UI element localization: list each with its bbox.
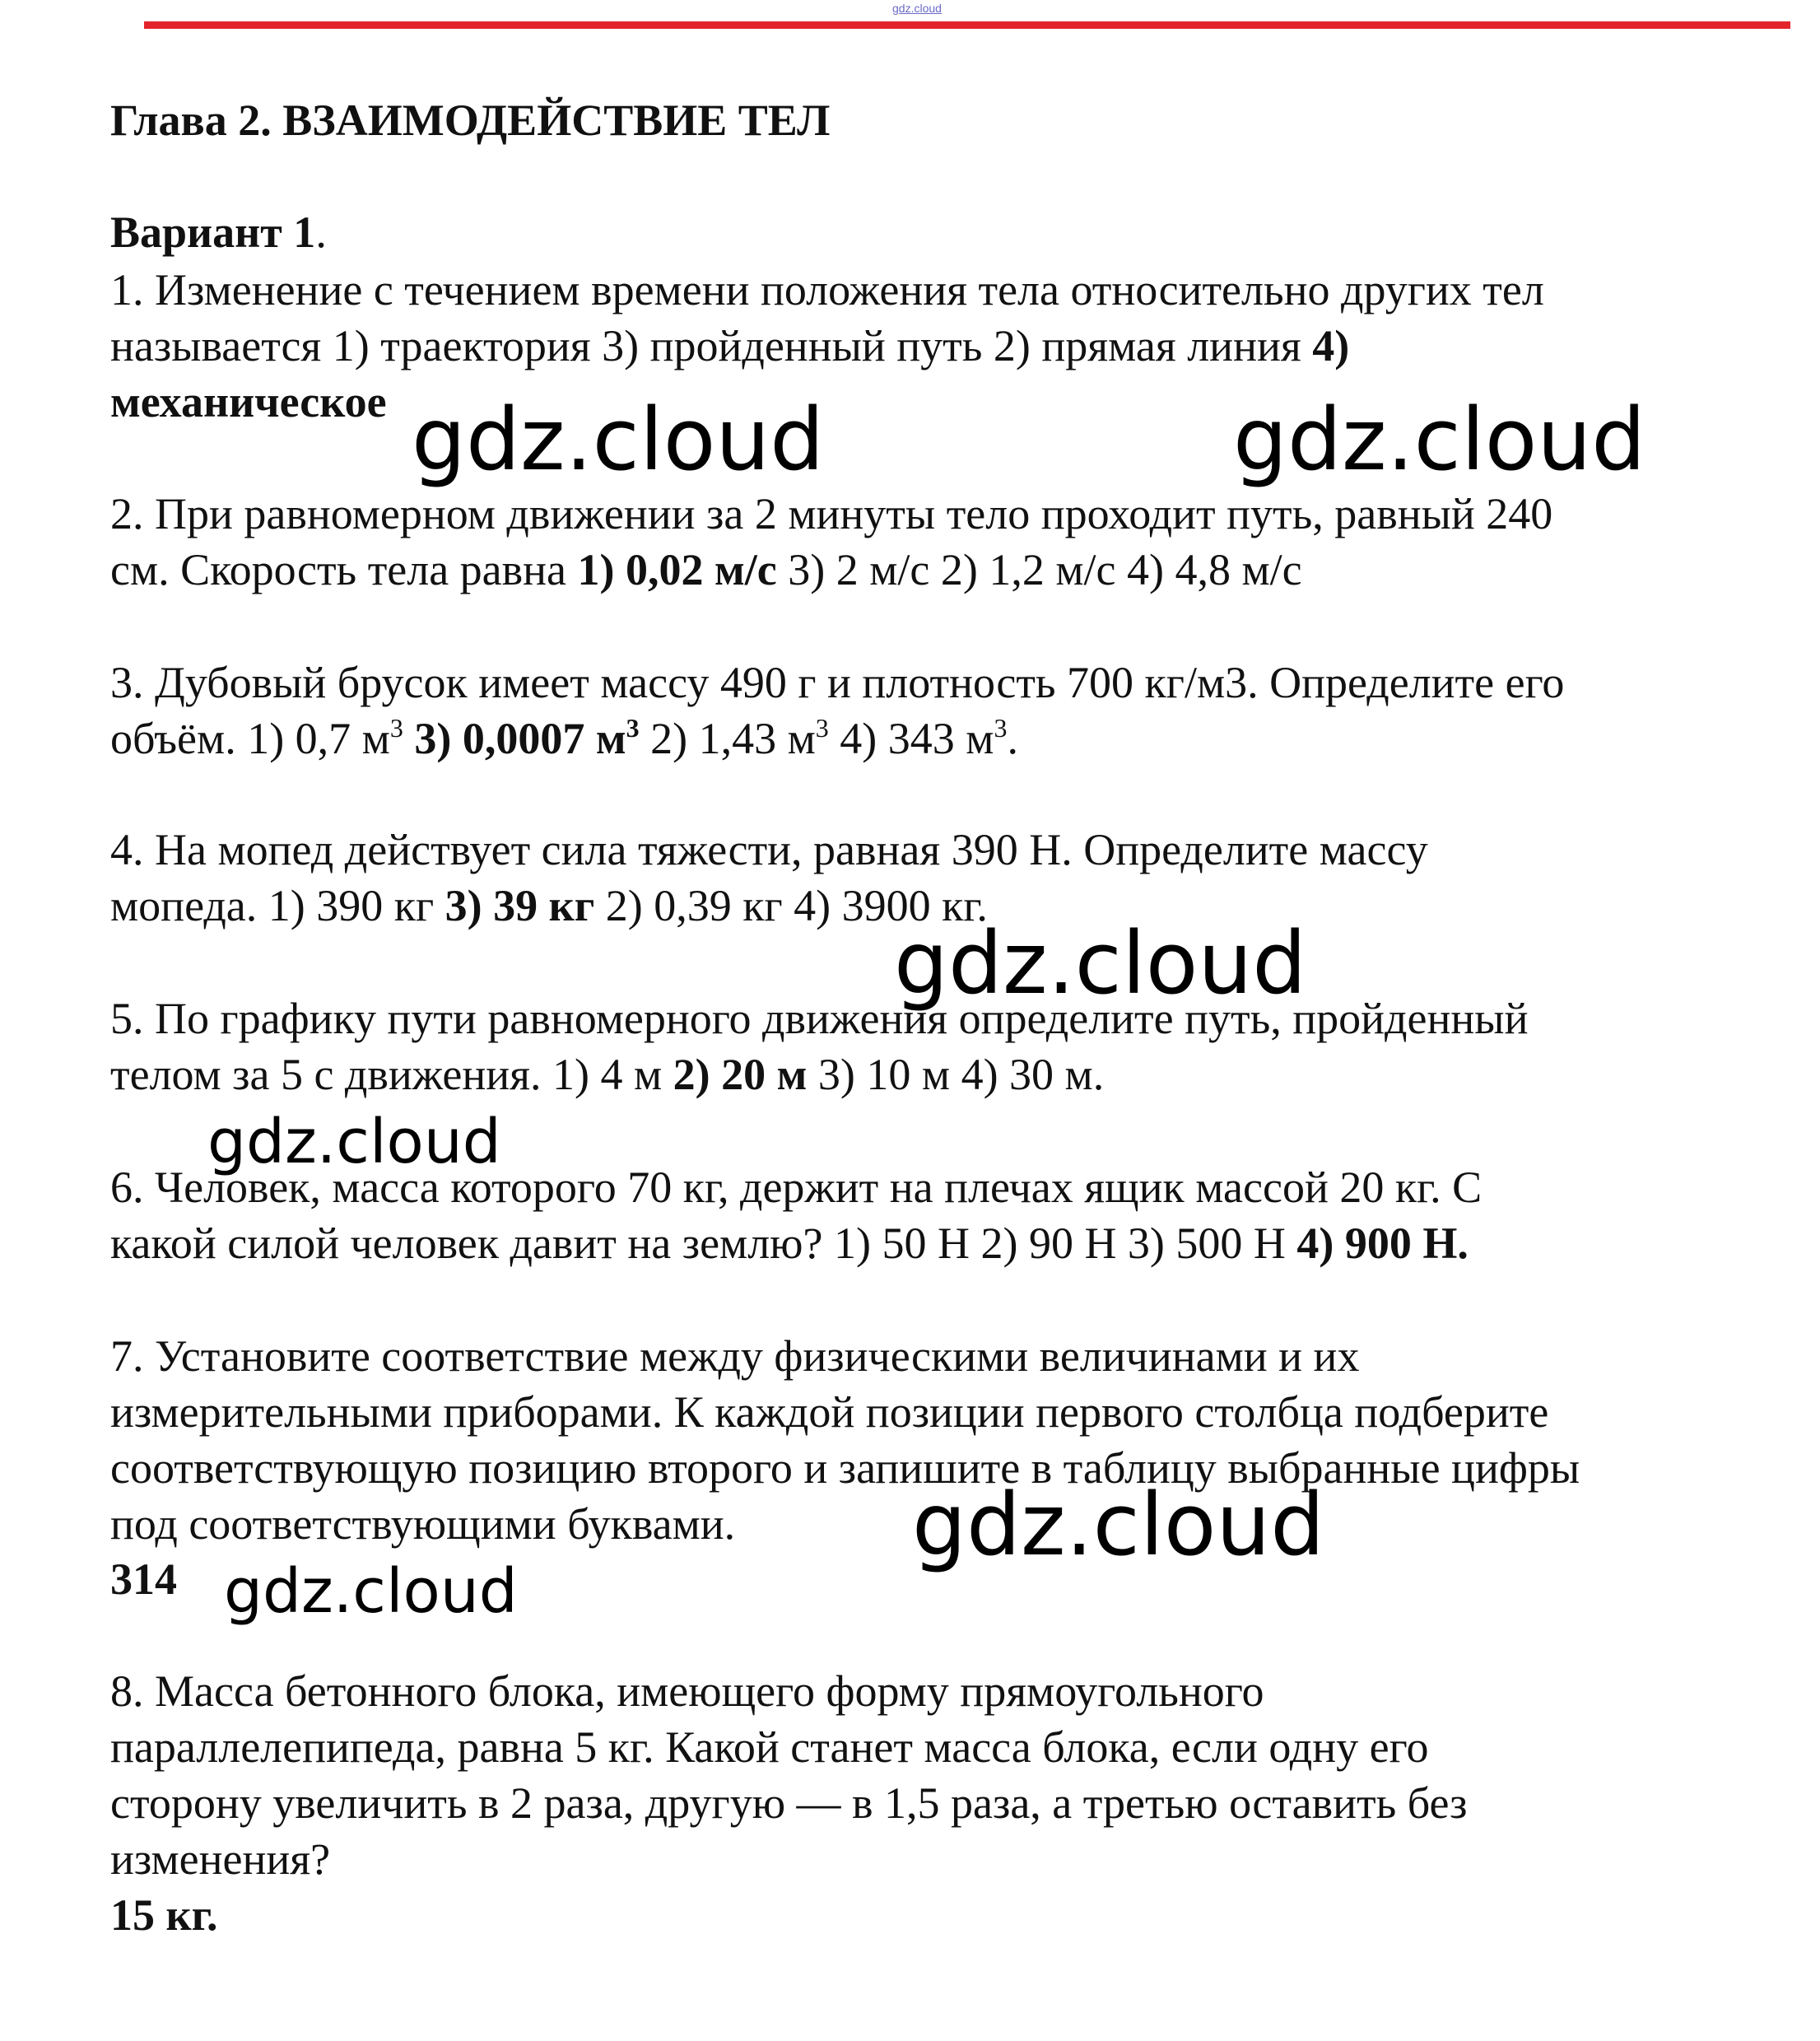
q5-answer: 2) 20 м	[673, 1050, 808, 1099]
q1-line2	[110, 318, 1748, 374]
variant-label: Вариант 1	[110, 207, 316, 257]
q1-line2-text: называется 1) траектория 3) пройденный путь 2) прямая линия	[110, 321, 1313, 370]
q8-line2: параллелепипеда, равна 5 кг. Какой станет масса блока, если одну его	[110, 1722, 1429, 1772]
q2-line1: 2. При равномерном движении за 2 минуты тело проходит путь, равный 240	[110, 489, 1553, 538]
watermark-5: gdz.cloud	[912, 1475, 1325, 1575]
watermark-4: gdz.cloud	[207, 1107, 501, 1177]
q8-line1: 8. Масса бетонного блока, имеющего форму прямоугольного	[110, 1666, 1264, 1716]
q2-answer: 1) 0,02 м/с	[577, 545, 777, 594]
q3-answer-text: 3) 0,0007 м	[414, 714, 626, 763]
q6-line2-pre: какой силой человек давит на землю? 1) 50 Н 2) 90 Н 3) 500 Н	[110, 1219, 1297, 1268]
q8-line3: сторону увеличить в 2 раза, другую — в 1,5 раза, а третью оставить без	[110, 1778, 1468, 1828]
q6-line1: 6. Человек, масса которого 70 кг, держит на плечах ящик массой 20 кг. С	[110, 1163, 1483, 1212]
chapter-title: Глава 2. ВЗАИМОДЕЙСТВИЕ ТЕЛ	[110, 96, 831, 145]
q7-line4: под соответствующими буквами.	[110, 1499, 736, 1549]
variant-heading	[110, 204, 327, 260]
q6-line2	[110, 1215, 1748, 1271]
q5-line2-pre: телом за 5 с движения. 1) 4 м	[110, 1050, 673, 1099]
question-2	[110, 486, 1748, 598]
q3-option-1: объём. 1) 0,7 м	[110, 714, 390, 763]
q8-answer: 15 кг.	[110, 1890, 218, 1940]
variant-suffix: .	[315, 207, 327, 257]
top-site-mark[interactable]: gdz.cloud	[892, 2, 942, 15]
q7-line2: измерительными приборами. К каждой позиции первого столбца подберите	[110, 1387, 1549, 1437]
q4-line2-pre: мопеда. 1) 390 кг	[110, 881, 445, 930]
q1-answer-part2: механическое	[110, 377, 387, 426]
q4-line1: 4. На мопед действует сила тяжести, равная 390 Н. Определите массу	[110, 825, 1428, 874]
q3-exp-1: 3	[389, 713, 403, 743]
top-red-bar	[144, 21, 1790, 29]
q5-line2	[110, 1046, 1748, 1102]
question-3	[110, 655, 1748, 767]
q4-line2-post: 2) 0,39 кг 4) 3900 кг.	[594, 881, 988, 930]
question-8	[110, 1663, 1748, 1887]
q7-line1: 7. Установите соответствие между физическими величинами и их	[110, 1331, 1360, 1381]
q5-line1: 5. По графику пути равномерного движения определите путь, пройденный	[110, 994, 1529, 1043]
q2-line2-pre: см. Скорость тела равна	[110, 545, 578, 594]
q7-answer: 314	[110, 1554, 177, 1604]
q4-answer: 3) 39 кг	[445, 881, 595, 930]
q3-option-2: 2) 1,43 м	[639, 714, 816, 763]
q2-line2	[110, 542, 1748, 598]
q1-line1: 1. Изменение с течением времени положения тела относительно других тел	[110, 265, 1544, 315]
q5-line2-post: 3) 10 м 4) 30 м.	[807, 1050, 1105, 1099]
q3-option-4: 4) 343 м	[828, 714, 994, 763]
q6-answer: 4) 900 Н.	[1296, 1219, 1469, 1268]
watermark-2: gdz.cloud	[1233, 389, 1646, 490]
q7-line3: соответствующую позицию второго и запишите в таблицу выбранные цифры	[110, 1443, 1580, 1493]
q8-line4: изменения?	[110, 1834, 331, 1884]
q3-exp-answer: 3	[626, 713, 640, 743]
watermark-1: gdz.cloud	[412, 389, 825, 490]
q2-line2-post: 3) 2 м/с 2) 1,2 м/с 4) 4,8 м/с	[776, 545, 1302, 594]
q3-exp-2: 3	[815, 713, 829, 743]
q3-exp-4: 3	[994, 713, 1008, 743]
watermark-3: gdz.cloud	[894, 913, 1307, 1014]
watermark-6: gdz.cloud	[224, 1556, 518, 1627]
q3-line1: 3. Дубовый брусок имеет массу 490 г и плотность 700 кг/м3. Определите его	[110, 658, 1565, 707]
q1-answer-part1: 4)	[1312, 321, 1350, 370]
q3-end: .	[1007, 714, 1018, 763]
q3-line2	[110, 711, 1748, 767]
q3-answer	[414, 714, 639, 763]
